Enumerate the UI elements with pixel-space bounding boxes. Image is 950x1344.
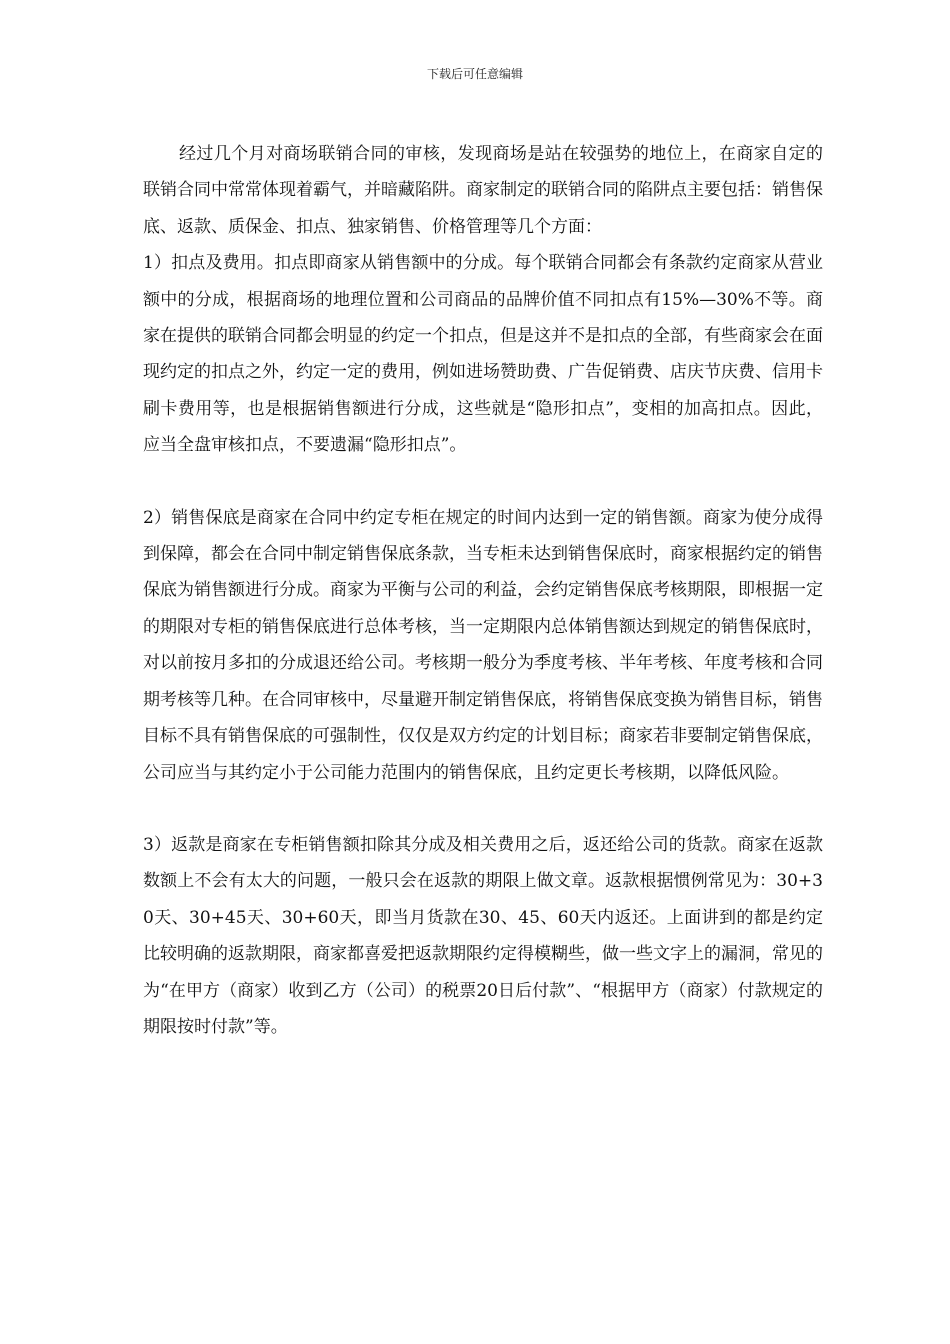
- intro-paragraph: 经过几个月对商场联销合同的审核，发现商场是站在较强势的地位上，在商家自定的联销合同中常常体现着霸气，并暗藏陷阱。商家制定的联销合同的陷阱点主要包括：销售保底、返款、质保金、扣点、独家销售、价格管理等几个方面：: [143, 144, 823, 237]
- section-2-paragraph: 2）销售保底是商家在合同中约定专柜在规定的时间内达到一定的销售额。商家为使分成得到保障，都会在合同中制定销售保底条款，当专柜未达到销售保底时，商家根据约定的销售保底为销售额进行分成。商家为平衡与公司的利益，会约定销售保底考核期限，即根据一定的期限对专柜的销售保底进行总体考核，当一定期限内总体销售额达到规定的销售保底时，对以前按月多扣的分成退还给公司。考核期一般分为季度考核、半年考核、年度考核和合同期考核等几种。在合同审核中，尽量避开制定销售保底，将销售保底变换为销售目标，销售目标不具有销售保底的可强制性，仅仅是双方约定的计划目标；商家若非要制定销售保底，公司应当与其约定小于公司能力范围内的销售保底，且约定更长考核期，以降低风险。: [143, 507, 823, 783]
- document-body: [143, 136, 823, 1045]
- section-1-paragraph: 1）扣点及费用。扣点即商家从销售额中的分成。每个联销合同都会有条款约定商家从营业额中的分成，根据商场的地理位置和公司商品的品牌价值不同扣点有15%—30%不等。商家在提供的联销合同都会明显的约定一个扣点，但是这并不是扣点的全部，有些商家会在面现约定的扣点之外，约定一定的费用，例如进场赞助费、广告促销费、店庆节庆费、信用卡刷卡费用等，也是根据销售额进行分成，这些就是“隐形扣点”，变相的加高扣点。因此，应当全盘审核扣点，不要遗漏“隐形扣点”。: [143, 253, 823, 456]
- section-3-paragraph: 3）返款是商家在专柜销售额扣除其分成及相关费用之后，返还给公司的货款。商家在返款数额上不会有太大的问题，一般只会在返款的期限上做文章。返款根据惯例常见为：30+30天、30+45天、30+60天，即当月货款在30、45、60天内返还。上面讲到的都是约定比较明确的返款期限，商家都喜爱把返款期限约定得模糊些，做一些文字上的漏洞，常见的为“在甲方（商家）收到乙方（公司）的税票20日后付款”、“根据甲方（商家）付款规定的期限按时付款”等。: [143, 834, 823, 1037]
- page-header-note: 下载后可任意编辑: [426, 67, 523, 81]
